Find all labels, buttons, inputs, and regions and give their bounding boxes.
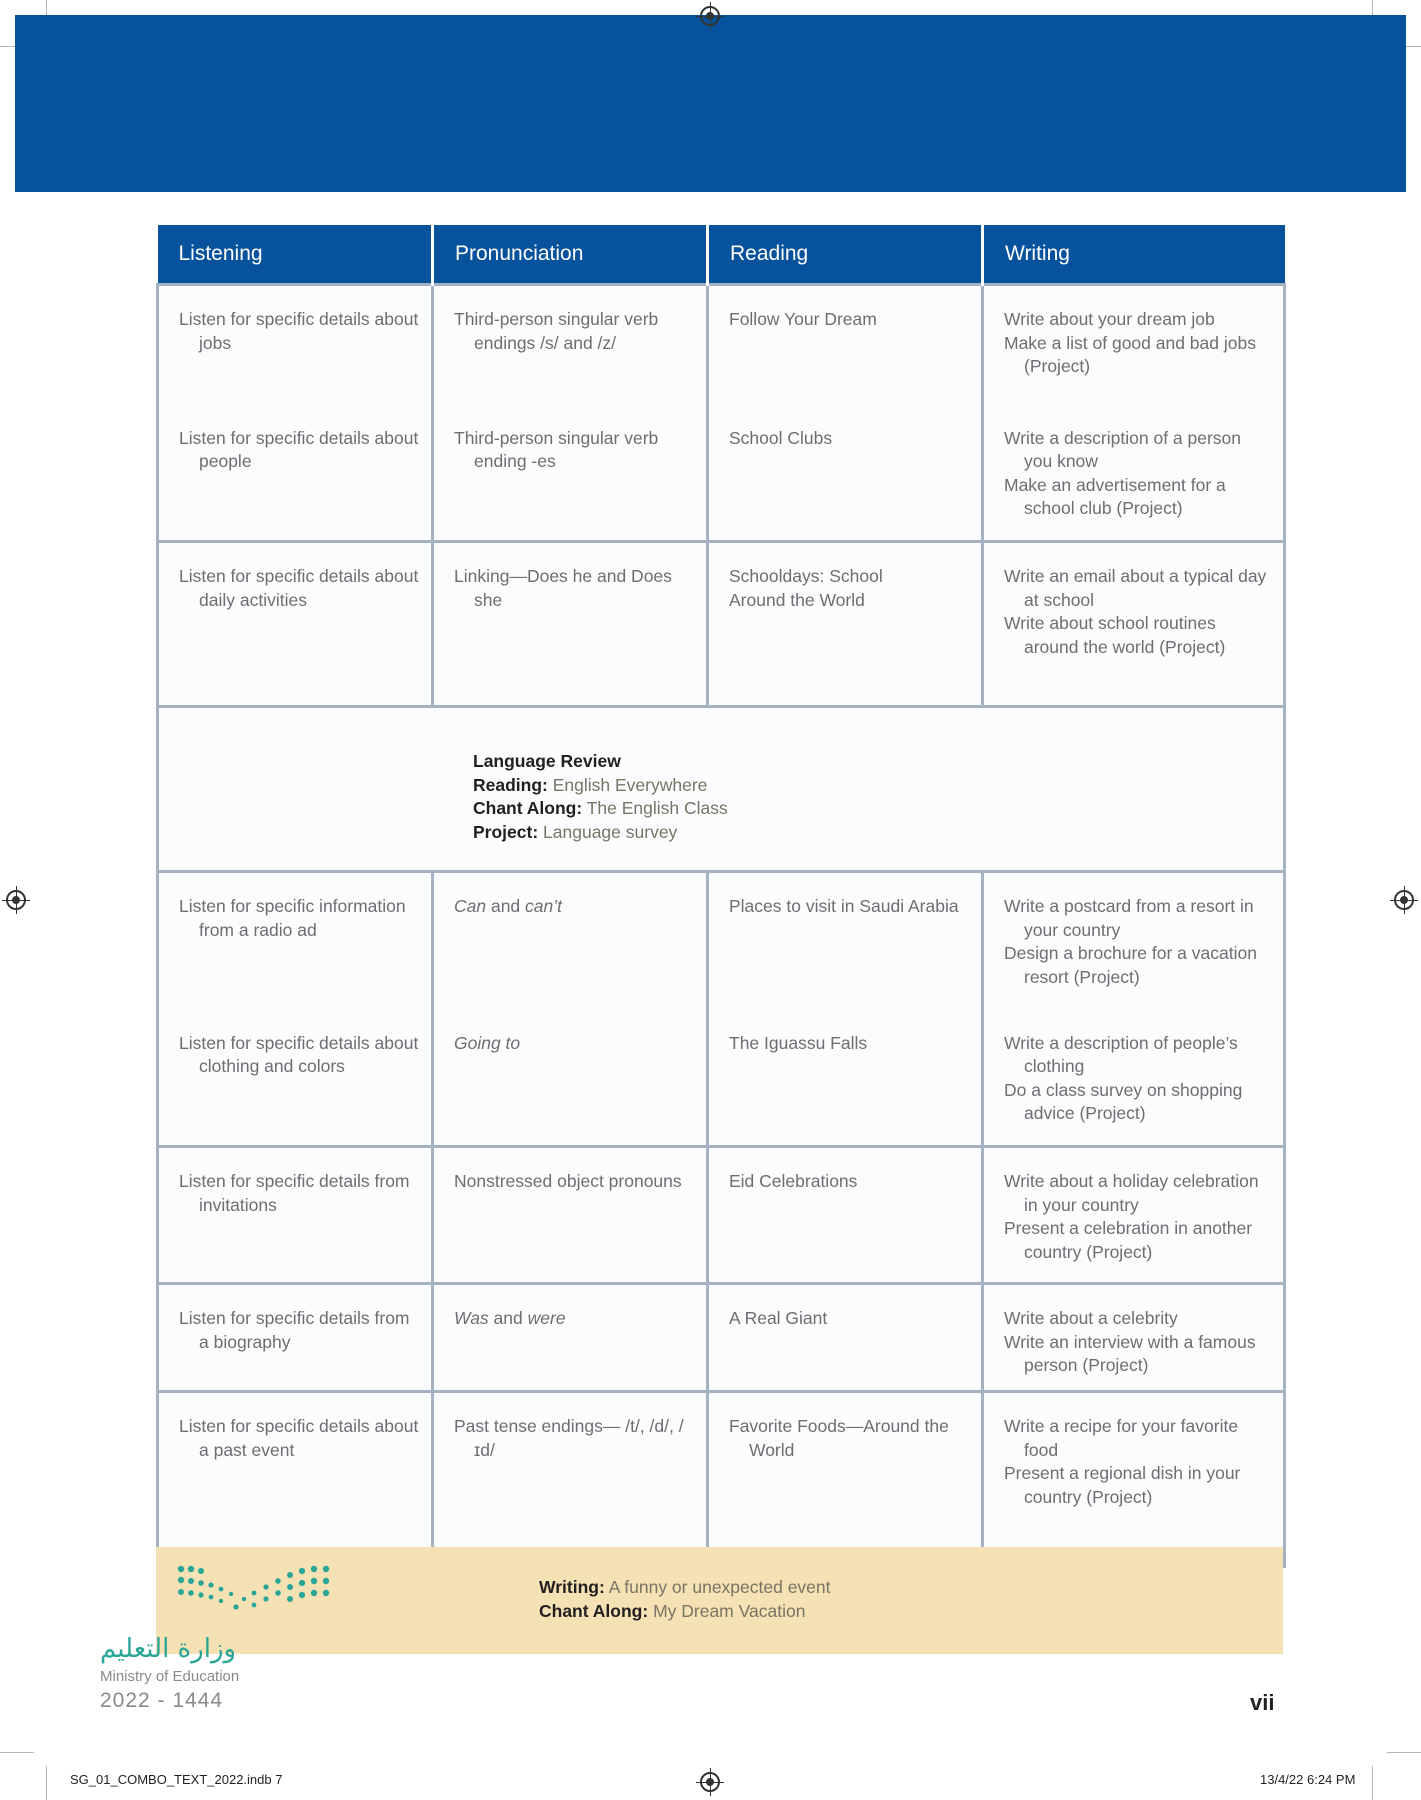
- review-project-label: Project:: [473, 821, 539, 842]
- writing-cell-line: Write about a holiday celebration in your country: [1004, 1171, 1259, 1215]
- listening-cell: [158, 285, 433, 405]
- column-header-reading: Reading: [708, 225, 983, 285]
- table-row: [158, 1147, 1285, 1284]
- pronunciation-cell: [433, 1392, 708, 1568]
- pronunciation-cell-text: Past tense endings— /t/, /d/, /ɪd/: [454, 1416, 684, 1460]
- writing-cell: [983, 1392, 1285, 1568]
- reading-cell-line: School Clubs: [729, 427, 833, 448]
- listening-cell: [158, 1147, 433, 1284]
- listening-cell-line: Listen for specific details about daily activities: [179, 566, 419, 610]
- writing-cell-line: Write about your dream job: [1004, 309, 1215, 329]
- reading-cell-line: The Iguassu Falls: [729, 1032, 868, 1053]
- listening-cell-line: Listen for specific information from a radio ad: [179, 896, 406, 940]
- listening-cell: [158, 1392, 433, 1568]
- writing-cell-line: Do a class survey on shopping advice (Project): [1004, 1079, 1243, 1123]
- reading-cell-line: Eid Celebrations: [729, 1171, 858, 1191]
- crop-mark: [1372, 1766, 1373, 1800]
- writing-cell-line: Write a description of people’s clothing: [1004, 1032, 1238, 1076]
- band-chant-value: My Dream Vacation: [653, 1600, 806, 1621]
- pronunciation-cell-text: Going to: [454, 1032, 521, 1053]
- reading-cell: [708, 872, 983, 1010]
- ministry-year: 2022 - 1444: [100, 1689, 224, 1712]
- listening-cell: [158, 542, 433, 707]
- pronunciation-cell: [433, 542, 708, 707]
- writing-cell: [983, 872, 1285, 1010]
- band-writing-value: A funny or unexpected event: [608, 1577, 831, 1597]
- writing-cell-line: Write a description of a person you know: [1004, 427, 1242, 471]
- pronunciation-cell: [433, 872, 708, 1010]
- print-slug-file: SG_01_COMBO_TEXT_2022.indb 7: [70, 1772, 283, 1787]
- column-header-listening: Listening: [158, 225, 433, 285]
- ministry-english-name: Ministry of Education: [100, 1668, 240, 1685]
- pronunciation-cell-text: were: [527, 1308, 566, 1328]
- review-reading-value: English Everywhere: [552, 774, 708, 795]
- column-header-writing: Writing: [983, 225, 1285, 285]
- writing-cell-line: Make a list of good and bad jobs (Project): [1004, 332, 1256, 376]
- writing-cell-line: Make an advertisement for a school club (Project): [1004, 474, 1226, 518]
- reading-cell-line: Follow Your Dream: [729, 309, 877, 329]
- table-row: [158, 285, 1285, 405]
- syllabus-table: [156, 225, 1286, 1568]
- table-row: [158, 542, 1285, 707]
- reading-cell-line: Schooldays: School: [729, 566, 883, 586]
- band-writing-label: Writing:: [539, 1577, 605, 1597]
- writing-cell-line: Present a celebration in another country (Project): [1004, 1218, 1253, 1262]
- table-row: [158, 1284, 1285, 1392]
- listening-cell-line: Listen for specific details from invitations: [179, 1171, 410, 1215]
- pronunciation-cell-line: Third-person singular verb endings /s/ and /z/: [454, 309, 659, 353]
- table-row: [158, 872, 1285, 1010]
- table-header-row: [158, 225, 1285, 285]
- pronunciation-cell-text: Was: [454, 1308, 489, 1328]
- writing-cell: [983, 542, 1285, 707]
- reading-cell-line: Favorite Foods—Around the World: [729, 1416, 949, 1460]
- writing-cell-line: Write about a celebrity: [1004, 1308, 1178, 1328]
- reading-cell: [708, 1284, 983, 1392]
- table-row: [158, 405, 1285, 542]
- reading-cell-line: Around the World: [729, 589, 865, 610]
- page-number: vii: [1250, 1690, 1275, 1715]
- registration-mark-icon: [700, 6, 720, 26]
- crop-mark: [1387, 1752, 1421, 1753]
- review-chant-label: Chant Along:: [473, 798, 583, 818]
- reading-cell: [708, 1010, 983, 1147]
- review-project-value: Language survey: [543, 821, 678, 842]
- writing-cell: [983, 405, 1285, 542]
- writing-cell-line: Present a regional dish in your country (Project): [1004, 1463, 1241, 1507]
- column-header-pronunciation: Pronunciation: [433, 225, 708, 285]
- print-slug-date: 13/4/22 6:24 PM: [1260, 1772, 1356, 1787]
- reading-cell-line: Places to visit in Saudi Arabia: [729, 896, 959, 916]
- listening-cell: [158, 1284, 433, 1392]
- listening-cell: [158, 1010, 433, 1147]
- pronunciation-cell-text: Nonstressed object pronouns: [454, 1171, 682, 1191]
- registration-mark-icon: [6, 890, 26, 910]
- band-chant-label: Chant Along:: [539, 1600, 649, 1621]
- pronunciation-cell-text: can’t: [525, 896, 563, 916]
- registration-mark-icon: [700, 1772, 720, 1792]
- language-review-row: [158, 707, 1285, 872]
- review-chant-value: The English Class: [586, 798, 728, 818]
- writing-cell-line: Write an email about a typical day at school: [1004, 566, 1267, 610]
- crop-mark: [46, 1766, 47, 1800]
- reading-cell: [708, 285, 983, 405]
- listening-cell: [158, 872, 433, 1010]
- review-reading-label: Reading:: [473, 774, 548, 795]
- writing-cell-line: Write about school routines around the world (Project): [1004, 613, 1226, 657]
- pronunciation-cell-text: Can: [454, 896, 487, 916]
- pronunciation-cell: [433, 285, 708, 405]
- writing-cell: [983, 1284, 1285, 1392]
- pronunciation-cell: [433, 1284, 708, 1392]
- pronunciation-cell-text: and: [488, 1308, 528, 1328]
- writing-cell: [983, 1147, 1285, 1284]
- language-review-cell: [158, 707, 1285, 872]
- writing-cell-line: Write a postcard from a resort in your country: [1004, 896, 1254, 940]
- reading-cell: [708, 405, 983, 542]
- pronunciation-cell-line: Third-person singular verb ending -es: [454, 427, 659, 471]
- writing-cell-line: Design a brochure for a vacation resort (Project): [1004, 943, 1257, 987]
- writing-cell-line: Write a recipe for your favorite food: [1004, 1416, 1239, 1460]
- writing-cell-line: Write an interview with a famous person (Project): [1004, 1331, 1256, 1375]
- table-row: [158, 1392, 1285, 1568]
- reading-cell: [708, 1147, 983, 1284]
- pronunciation-cell: [433, 405, 708, 542]
- pronunciation-cell: [433, 1010, 708, 1147]
- listening-cell-line: Listen for specific details about clothing and colors: [179, 1032, 419, 1076]
- registration-mark-icon: [1394, 890, 1414, 910]
- ministry-arabic-name: وزارة التعليم: [100, 1634, 237, 1664]
- listening-cell-line: Listen for specific details about a past event: [179, 1416, 419, 1460]
- listening-cell-line: Listen for specific details about people: [179, 427, 419, 471]
- listening-cell: [158, 405, 433, 542]
- crop-mark: [0, 1752, 34, 1753]
- review-title: Language Review: [473, 751, 621, 771]
- reading-cell: [708, 542, 983, 707]
- pronunciation-cell-line: Linking—Does he and Does she: [454, 566, 672, 610]
- table-row: [158, 1010, 1285, 1147]
- reading-cell: [708, 1392, 983, 1568]
- pronunciation-cell-text: and: [486, 896, 526, 916]
- header-banner: [15, 15, 1406, 192]
- ministry-logo-icon: [176, 1563, 336, 1621]
- pronunciation-cell: [433, 1147, 708, 1284]
- writing-cell: [983, 1010, 1285, 1147]
- listening-cell-line: Listen for specific details about jobs: [179, 309, 419, 353]
- listening-cell-line: Listen for specific details from a biography: [179, 1308, 410, 1352]
- writing-cell: [983, 285, 1285, 405]
- reading-cell-line: A Real Giant: [729, 1308, 828, 1328]
